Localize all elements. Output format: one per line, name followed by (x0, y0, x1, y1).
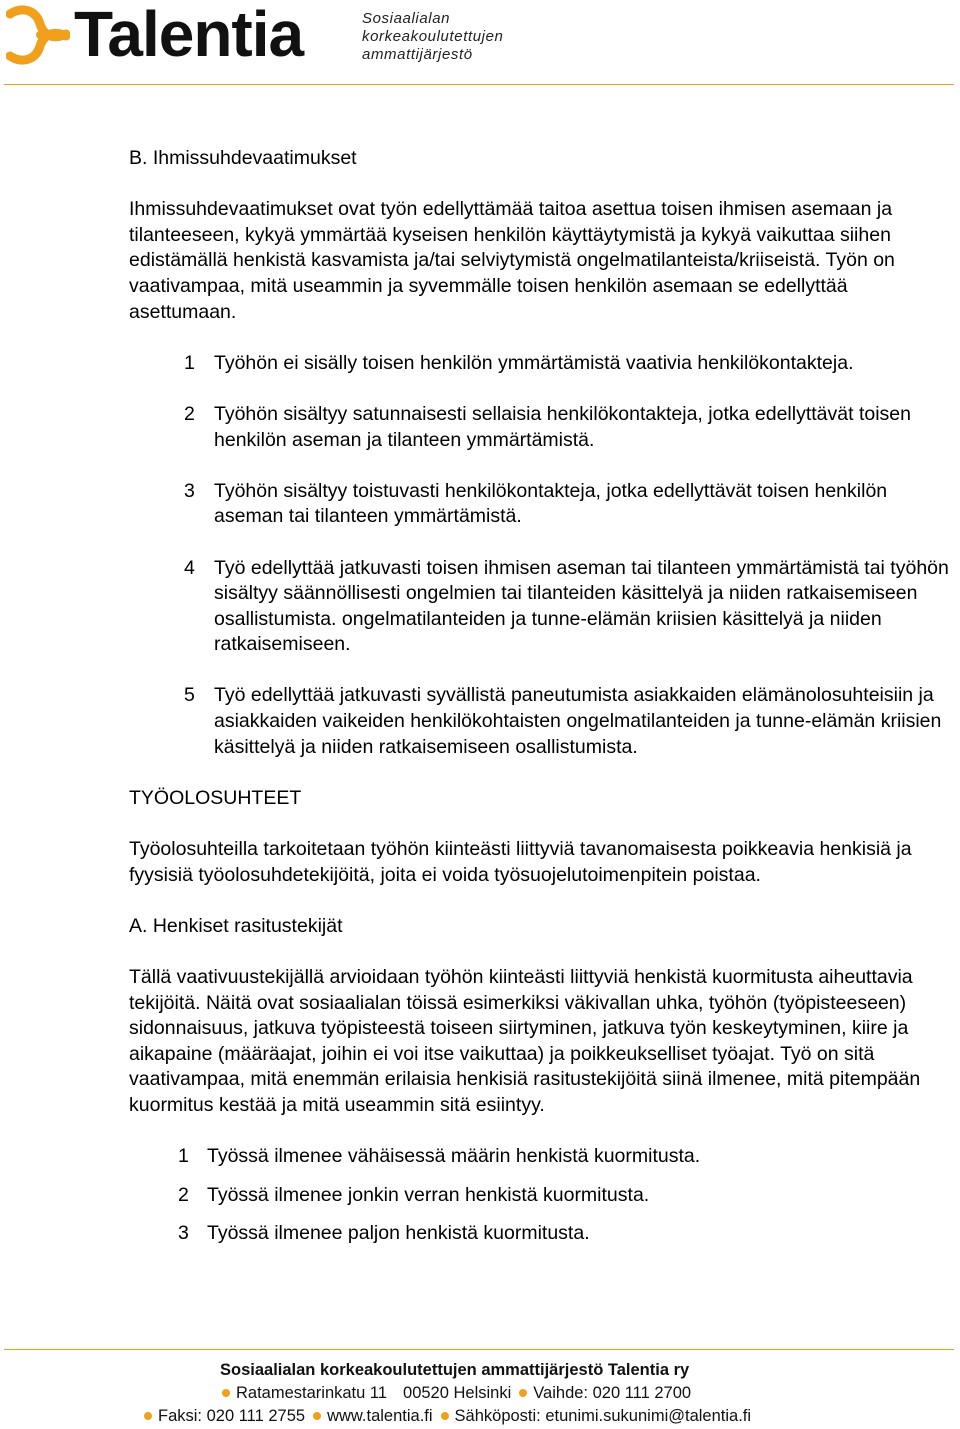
tyoolosuhteet-intro: Työolosuhteilla tarkoitetaan työhön kiinteästi liittyviä tavanomaisesta poikkeavia henkisiä ja fyysisiä työolosuhdetekijöitä, joita ei voida työsuojelutoimenpitein poistaa. (129, 838, 912, 886)
footer-postcode: 00520 Helsinki (403, 1384, 512, 1402)
level-number: 3 (178, 1222, 189, 1245)
tagline-line-2: korkeakoulutettujen (362, 28, 504, 45)
level-text: Työhön sisältyy satunnaisesti sellaisia henkilökontakteja, jotka edellyttävät toisen henkilön aseman ja tilanteen ymmärtämistä. (214, 402, 911, 451)
level-number: 1 (178, 1145, 189, 1168)
tagline-line-1: Sosiaalialan (362, 10, 451, 27)
level-number: 2 (178, 1183, 189, 1206)
list-item (178, 1183, 949, 1209)
section-b-levels (184, 351, 949, 761)
level-number: 4 (184, 556, 195, 579)
bullet-dot-icon (313, 1412, 321, 1420)
level-text: Työhön sisältyy toistuvasti henkilökontakteja, jotka edellyttävät toisen henkilön aseman tai tilanteen ymmärtämistä. (214, 479, 888, 528)
talentia-logo-icon (6, 2, 70, 68)
level-number: 5 (184, 684, 195, 707)
bullet-dot-icon (519, 1389, 527, 1397)
list-item (184, 556, 949, 658)
list-item (184, 683, 949, 760)
bullet-dot-icon (441, 1412, 449, 1420)
list-item (184, 479, 949, 530)
section-a-intro: Tällä vaativuustekijällä arvioidaan työhön kiinteästi liittyviä henkistä kuormitusta aiheuttavia tekijöitä. Näitä ovat sosiaalialan töissä esimerkiksi väkivallan uhka, työhön (työpisteeseen) sidonnaisuus, jatkuva työpisteestä toiseen siirtyminen, jatkuva työn keskeytyminen, kiire ja aikapaine (määräajat, joihin ei voi itse vaikuttaa) ja poikkeukselliset työajat. Työ on sitä vaativampaa, mitä enemmän erilaisia henkisiä rasitustekijöitä siinä ilmenee, mitä pitempään kuormitus kestää ja mitä useammin sitä esiintyy. (129, 966, 921, 1116)
letterhead (0, 0, 960, 86)
level-text: Työssä ilmenee vähäisessä määrin henkistä kuormitusta. (207, 1145, 701, 1168)
section-b-intro: Ihmissuhdevaatimukset ovat työn edellyttämää taitoa asettua toisen ihmisen asemaan ja tilanteeseen, kykyä ymmärtää kyseisen henkilön käyttäytymistä ja kykyä vaikuttaa siihen edistämällä henkistä kasvamista ja/tai selviytymistä ongelmatilanteista/kriiseistä. Työn on vaativampaa, mitä useammin ja syvemmälle toisen henkilön asemaan se edellyttää asettumaan. (129, 198, 895, 323)
logo-wordmark: Talentia (74, 0, 304, 70)
list-item (178, 1144, 949, 1170)
footer-address: Ratamestarinkatu 11 (236, 1384, 388, 1402)
footer-phone: Vaihde: 020 111 2700 (533, 1384, 692, 1402)
section-b-heading: B. Ihmissuhdevaatimukset (129, 147, 357, 169)
bullet-dot-icon (222, 1389, 230, 1397)
level-number: 3 (184, 479, 195, 502)
level-text: Työ edellyttää jatkuvasti toisen ihmisen aseman tai tilanteen ymmärtämistä tai työhön sisältyy säännöllisesti ongelmien tai tilanteiden käsittelyä ja niiden ratkaisemiseen osallistumista. ongelmatilanteiden ja tunne-elämän kriisien käsittelyä ja niiden ratkaisemiseen. (214, 556, 949, 656)
level-number: 1 (184, 351, 195, 374)
logo-tagline (362, 10, 504, 64)
document-body (129, 146, 949, 1260)
footer-web-link[interactable]: www.talentia.fi (327, 1407, 433, 1425)
list-item (184, 402, 949, 453)
footer-divider (4, 1349, 954, 1350)
level-text: Työssä ilmenee jonkin verran henkistä kuormitusta. (207, 1183, 650, 1206)
tyoolosuhteet-heading: TYÖOLOSUHTEET (129, 786, 302, 809)
footer-fax: Faksi: 020 111 2755 (158, 1407, 306, 1425)
level-text: Työssä ilmenee paljon henkistä kuormitusta. (207, 1222, 590, 1245)
level-text: Työhön ei sisälly toisen henkilön ymmärtämistä vaativia henkilökontakteja. (214, 351, 854, 374)
section-a-levels (178, 1144, 949, 1247)
header-divider (4, 84, 954, 85)
list-item (178, 1221, 949, 1247)
level-number: 2 (184, 402, 195, 425)
bullet-dot-icon (144, 1412, 152, 1420)
footer-contact-line-1 (222, 1382, 691, 1405)
section-a-heading: A. Henkiset rasitustekijät (129, 914, 343, 937)
footer-org-name: Sosiaalialan korkeakoulutettujen ammattijärjestö Talentia ry (220, 1361, 690, 1379)
footer-contact-line-2 (144, 1405, 751, 1428)
list-item (184, 351, 949, 377)
level-text: Työ edellyttää jatkuvasti syvällistä paneutumista asiakkaiden elämänolosuhteisiin ja asiakkaiden vaikeiden henkilökohtaisten ongelmatilanteiden ja tunne-elämän kriisien käsittelyä ja niiden ratkaisemiseen osallistumista. (214, 684, 942, 758)
footer-email: Sähköposti: etunimi.sukunimi@talentia.fi (454, 1407, 752, 1425)
tagline-line-3: ammattijärjestö (362, 46, 473, 63)
